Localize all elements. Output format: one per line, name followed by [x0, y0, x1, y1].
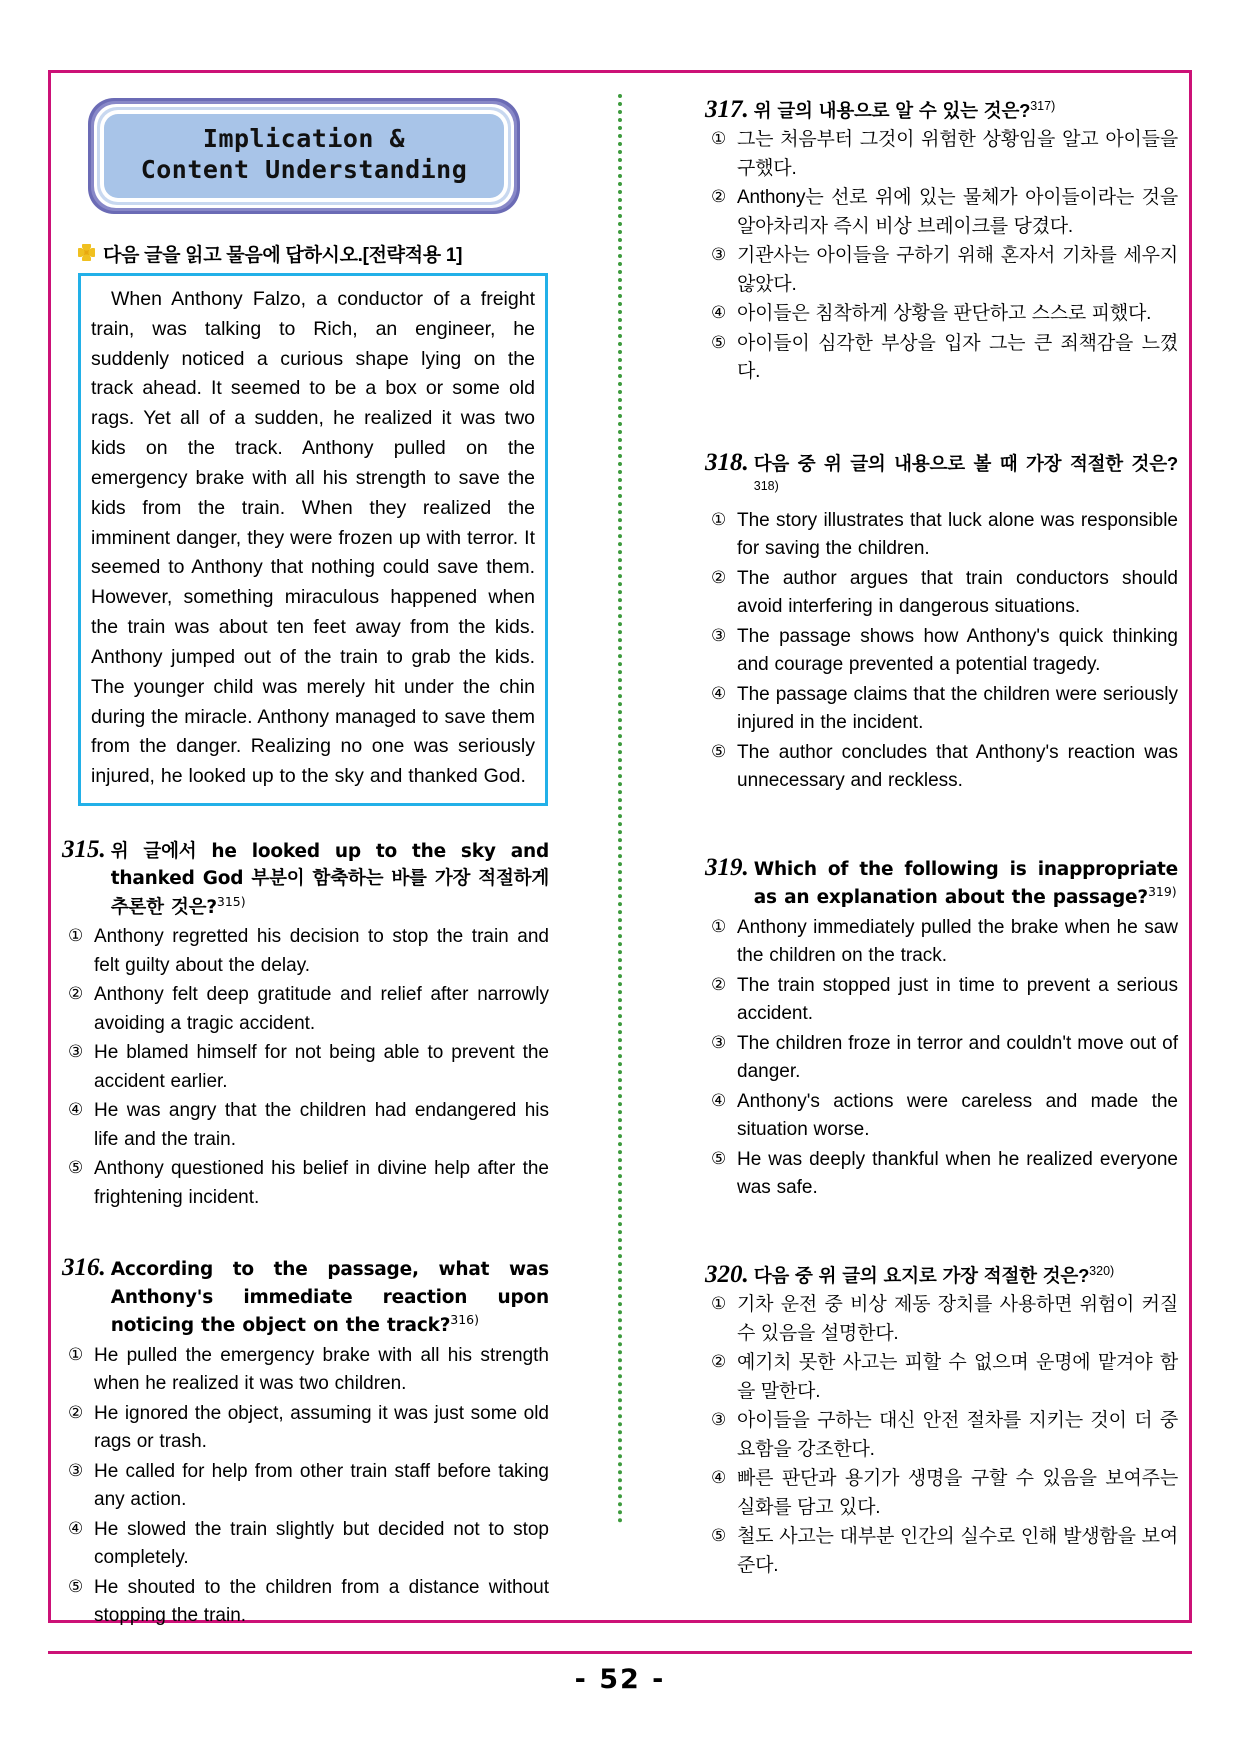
choice-text: 철도 사고는 대부분 인간의 실수로 인해 발생함을 보여준다.: [737, 1526, 1178, 1576]
choice-text: He called for help from other train staff before taking any action.: [94, 1460, 549, 1511]
choice-marker-5: ⑤: [711, 332, 727, 353]
choice-text: Anthony's actions were careless and made the situation worse.: [737, 1090, 1178, 1141]
choice-item[interactable]: [705, 1523, 1178, 1580]
question-317-number: 317.: [705, 96, 749, 123]
choice-marker-2: ②: [711, 974, 727, 995]
choice-text: 기차 운전 중 비상 제동 장치를 사용하면 위험이 커질 수 있음을 설명한다.: [737, 1294, 1178, 1344]
choice-item[interactable]: [62, 1342, 549, 1399]
choice-item[interactable]: [705, 565, 1178, 622]
choice-item[interactable]: [62, 981, 549, 1038]
page-number: - 52 -: [574, 1664, 666, 1695]
choice-item[interactable]: [705, 126, 1178, 183]
passage-box: [78, 273, 548, 806]
question-318-choices: [705, 507, 1178, 796]
question-317-title: 위 글의 내용으로 알 수 있는 것은?$^{317)}$: [753, 98, 1056, 121]
question-315-header: [62, 836, 549, 921]
choice-text: 예기치 못한 사고는 피할 수 없으며 운명에 맡겨야 함을 말한다.: [737, 1352, 1178, 1402]
banner-ring-2: [91, 101, 517, 211]
question-316-header: [62, 1254, 549, 1339]
choice-marker-2: ②: [68, 984, 84, 1005]
flower-icon: [78, 244, 95, 261]
choice-marker-4: ④: [711, 1468, 727, 1489]
choice-text: He pulled the emergency brake with all his strength when he realized it was two children.: [94, 1344, 549, 1395]
choice-marker-2: ②: [711, 567, 727, 588]
choice-marker-4: ④: [711, 683, 727, 704]
question-320-ref: 320): [1089, 1263, 1115, 1278]
question-316-number: 316.: [62, 1254, 106, 1282]
choice-item[interactable]: [705, 300, 1178, 329]
choice-text: The author concludes that Anthony's reaction was unnecessary and reckless.: [737, 741, 1178, 792]
choice-item[interactable]: [62, 923, 549, 980]
question-315-title: 위 글에서 he looked up to the sky and thanked God 부분이 함축하는 바를 가장 적절하게 추론한 것은?$^{315)}$: [110, 841, 549, 918]
choice-marker-4: ④: [711, 1090, 727, 1111]
choice-item[interactable]: [62, 1516, 549, 1573]
column-divider: [557, 84, 683, 1609]
left-column: [62, 84, 557, 1627]
choice-text: 아이들이 심각한 부상을 입자 그는 큰 죄책감을 느꼈다.: [737, 332, 1178, 383]
question-317-header: [705, 96, 1178, 124]
choice-item[interactable]: [705, 184, 1178, 241]
question-320-choices: [705, 1291, 1178, 1580]
choice-text: He was angry that the children had endangered his life and the train.: [94, 1100, 549, 1150]
choice-text: The author argues that train conductors should avoid interfering in dangerous situations.: [737, 567, 1178, 618]
choice-marker-3: ③: [711, 245, 727, 266]
choice-text: 아이들은 침착하게 상황을 판단하고 스스로 피했다.: [737, 303, 1152, 325]
choice-marker-1: ①: [68, 1344, 84, 1365]
choice-text: Anthony questioned his belief in divine help after the frightening incident.: [94, 1158, 549, 1208]
question-320-number: 320.: [705, 1260, 749, 1288]
choice-text: The children froze in terror and couldn't move out of danger.: [737, 1032, 1178, 1083]
question-319-choices: [705, 914, 1178, 1203]
choice-text: 빠른 판단과 용기가 생명을 구할 수 있음을 보여주는 실화를 담고 있다.: [737, 1468, 1178, 1518]
choice-marker-3: ③: [711, 1410, 727, 1431]
choice-marker-1: ①: [711, 916, 727, 937]
banner-title-line2: Content Understanding: [140, 154, 468, 184]
dotted-divider-line: [618, 94, 622, 1524]
banner-content: [104, 114, 504, 198]
banner-ring-outer: [88, 98, 520, 214]
choice-marker-2: ②: [711, 1352, 727, 1373]
question-320-title: 다음 중 위 글의 요지로 가장 적절한 것은?$^{320)}$: [753, 1263, 1115, 1286]
choice-item[interactable]: [62, 1400, 549, 1457]
two-column-layout: [62, 84, 1178, 1627]
choice-marker-2: ②: [68, 1402, 84, 1423]
question-320: [705, 1261, 1178, 1580]
choice-marker-3: ③: [68, 1042, 84, 1063]
question-319-ref: 319): [1147, 884, 1177, 900]
question-319: [705, 854, 1178, 1203]
choice-text: The train stopped just in time to prevent a serious accident.: [737, 974, 1178, 1025]
choice-item[interactable]: [705, 1146, 1178, 1203]
choice-text: 기관사는 아이들을 구하기 위해 혼자서 기차를 세우지 않았다.: [737, 245, 1178, 295]
banner-ring-4: [97, 107, 511, 205]
choice-item[interactable]: [705, 330, 1178, 387]
choice-marker-1: ①: [711, 509, 727, 530]
choice-text: The passage claims that the children were seriously injured in the incident.: [737, 683, 1178, 734]
choice-text: The story illustrates that luck alone was responsible for saving the children.: [737, 509, 1178, 560]
choice-text: He blamed himself for not being able to prevent the accident earlier.: [94, 1042, 549, 1092]
question-319-number: 319.: [705, 853, 749, 881]
choice-marker-1: ①: [68, 926, 84, 947]
choice-item[interactable]: [62, 1574, 549, 1631]
choice-item[interactable]: [62, 1039, 549, 1096]
choice-text: The passage shows how Anthony's quick thinking and courage prevented a potential tragedy.: [737, 625, 1178, 676]
choice-text: Anthony regretted his decision to stop the train and felt guilty about the delay.: [94, 926, 549, 976]
instruction-text: 다음 글을 읽고 물음에 답하시오.[전략적용 1]: [103, 245, 463, 266]
choice-text: 그는 처음부터 그것이 위험한 상황임을 알고 아이들을 구했다.: [737, 129, 1178, 179]
choice-item[interactable]: [705, 623, 1178, 680]
choice-marker-3: ③: [711, 625, 727, 646]
choice-item[interactable]: [705, 972, 1178, 1029]
question-318: [705, 449, 1178, 796]
question-319-title: Which of the following is inappropriate as an explanation about the passage?$^{319)}$: [753, 858, 1178, 909]
question-315-choices: [62, 923, 549, 1212]
choice-text: Anthony felt deep gratitude and relief after narrowly avoiding a tragic accident.: [94, 984, 549, 1034]
question-316-ref: 316): [450, 1312, 479, 1328]
banner-title-line1: Implication &: [202, 124, 406, 153]
choice-marker-3: ③: [68, 1460, 84, 1481]
question-319-header: [705, 854, 1178, 912]
question-318-title: 다음 중 위 글의 내용으로 볼 때 가장 적절한 것은?$^{318)}$: [753, 452, 1178, 494]
question-316: [62, 1254, 549, 1630]
choice-item[interactable]: [705, 1030, 1178, 1087]
choice-item[interactable]: [705, 1349, 1178, 1406]
choice-item[interactable]: [705, 1465, 1178, 1522]
question-316-title: According to the passage, what was Anthony's immediate reaction upon noticing the object on the track?$^{316)}$: [110, 1259, 549, 1337]
choice-text: 아이들을 구하는 대신 안전 절차를 지키는 것이 더 중요함을 강조한다.: [737, 1410, 1178, 1460]
choice-item[interactable]: [705, 242, 1178, 299]
choice-marker-4: ④: [68, 1100, 84, 1121]
question-317: [705, 96, 1178, 387]
choice-text: He was deeply thankful when he realized everyone was safe.: [737, 1148, 1178, 1199]
choice-marker-1: ①: [711, 129, 727, 150]
passage-text: When Anthony Falzo, a conductor of a freight train, was talking to Rich, an engineer, he suddenly noticed a curious shape lying on the track ahead. It seemed to be a box or some old rags. Yet all of a sudden, he realized it was two kids on the track. Anthony pulled on the emergency brake with all his strength to save the kids from the train. When they realized the imminent danger, they were frozen up with terror. It seemed to Anthony that nothing could save them. However, something miraculous happened when the train was about ten feet away from the kids. Anthony jumped out of the train to grab the kids. The younger child was merely hit under the chin during the miracle. Anthony managed to save them from the danger. Realizing no one was seriously injured, he looked up to the sky and thanked God.: [91, 288, 535, 788]
choice-item[interactable]: [705, 1291, 1178, 1348]
question-317-ref: 317): [1030, 98, 1056, 113]
choice-marker-5: ⑤: [68, 1576, 84, 1597]
question-318-ref: 318): [753, 479, 779, 494]
banner-ring-3: [94, 104, 514, 208]
choice-item[interactable]: [62, 1155, 549, 1212]
instruction-line: [78, 240, 549, 267]
choice-text: Anthony immediately pulled the brake when he saw the children on the track.: [737, 916, 1178, 967]
choice-item[interactable]: [62, 1458, 549, 1515]
choice-text: He slowed the train slightly but decided not to stop completely.: [94, 1518, 549, 1569]
choice-item[interactable]: [705, 914, 1178, 971]
choice-marker-4: ④: [711, 303, 727, 324]
question-320-header: [705, 1261, 1178, 1289]
choice-marker-5: ⑤: [711, 741, 727, 762]
choice-marker-5: ⑤: [711, 1148, 727, 1169]
footer-divider-rule: [48, 1651, 1192, 1654]
choice-marker-1: ①: [711, 1294, 727, 1315]
question-318-header: [705, 449, 1178, 505]
choice-marker-4: ④: [68, 1518, 84, 1539]
question-318-number: 318.: [705, 448, 749, 476]
choice-item[interactable]: [62, 1097, 549, 1154]
banner-ring-5: [100, 110, 508, 202]
choice-text: Anthony는 선로 위에 있는 물체가 아이들이라는 것을 알아차리자 즉시 비상 브레이크를 당겼다.: [737, 187, 1178, 237]
choice-item[interactable]: [705, 1407, 1178, 1464]
question-316-choices: [62, 1342, 549, 1631]
section-title-banner: [88, 98, 520, 214]
choice-item[interactable]: [705, 507, 1178, 564]
choice-item[interactable]: [705, 739, 1178, 796]
question-317-choices: [705, 126, 1178, 387]
choice-marker-5: ⑤: [68, 1158, 84, 1179]
right-column: [683, 84, 1178, 1609]
question-315: [62, 836, 549, 1212]
choice-item[interactable]: [705, 1088, 1178, 1145]
question-315-ref: 315): [216, 893, 246, 909]
choice-text: He shouted to the children from a distance without stopping the train.: [94, 1576, 549, 1627]
choice-item[interactable]: [705, 681, 1178, 738]
choice-marker-2: ②: [711, 187, 727, 208]
choice-marker-3: ③: [711, 1032, 727, 1053]
question-315-number: 315.: [62, 836, 106, 864]
choice-marker-5: ⑤: [711, 1526, 727, 1547]
choice-text: He ignored the object, assuming it was just some old rags or trash.: [94, 1402, 549, 1453]
